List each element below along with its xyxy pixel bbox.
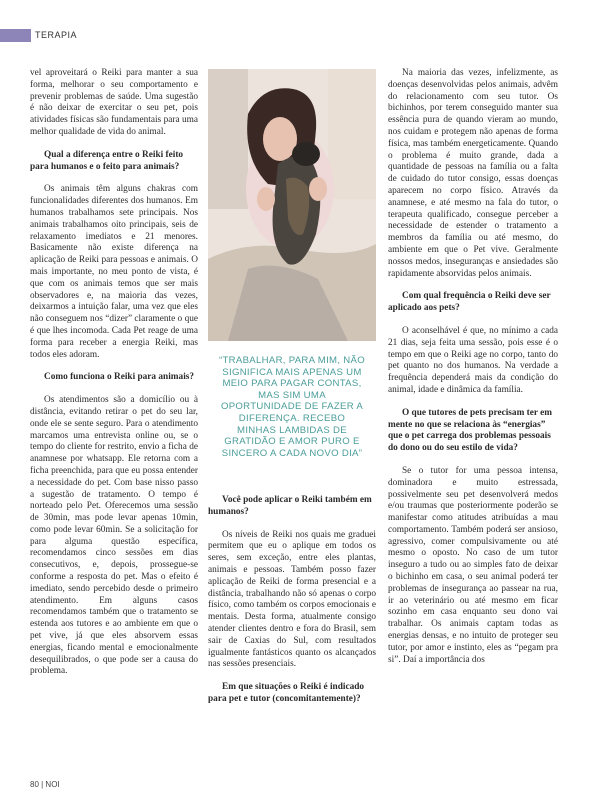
photo-woman-with-dog [208, 69, 376, 341]
question-heading: Qual a diferença entre o Reiki feito para humanos e o feito para animais? [30, 149, 184, 172]
paragraph: O aconselhável é que, no mínimo a cada 21 dias, seja feita uma sessão, pois esse é o tempo em que o Reiki age no corpo, tanto do pet quanto no dos humanos. Na verdade a frequência dependerá mais da condição do animal, idade e dinâmica da família. [388, 325, 558, 395]
page-footer: 80 | NOI [30, 780, 60, 789]
paragraph: Os níveis de Reiki nos quais me graduei permitem que eu o aplique em todos os seres, sem exceção, entre eles plantas, animais e pessoas. Também posso fazer aplicação de Reiki de forma presencial e a distância, trabalhando não só apenas o corpo físico, como também os corpos emocionais e mentais. Desta forma, atualmente consigo atender clientes dentro e fora do Brasil, sem sair de Caxias do Sul, com resultados igualmente fantásticos quanto os alcançados nas sessões presenciais. [208, 529, 376, 670]
paragraph: Os atendimentos são a domicílio ou à distância, evitando retirar o pet do seu lar, onde ele se sente seguro. Para o atendimento marcamos uma entrevista online ou, se o tempo do cliente for restrito, envio a ficha de anamnese por whatsapp. Ele retorna com a ficha preenchida, para que eu possa entender a necessidade do pet. Com base nisso passo a sugestão de tratamento. O tempo é norteado pelo Pet. Oferecemos uma sessão de 30min, mas pode levar apenas 10min, como pode levar 60min. Se a solicitação for para alguma questão específica, recomendamos cinco sessões em dias consecutivos, e, depois, prossegue-se conforme a resposta do pet. Mas o efeito é imediato, sendo percebido desde o primeiro atendimento. Em alguns casos recomendamos também que o tratamento se estenda aos tutores e ao ambiente em que o pet vive, já que eles absorvem essas energias, ficando mental e emocionalmente desequilibrados, o que pode ser a causa do problema. [30, 395, 198, 677]
paragraph: vel aproveitará o Reiki para manter a sua forma, melhorar o seu comportamento e prevenir problemas de saúde. Uma sugestão é não deixar de exercitar o seu pet, pois atividades físicas são fundamentais para uma melhor qualidade de vida do animal. [30, 68, 198, 137]
question-heading: Com qual frequência o Reiki deve ser aplicado aos pets? [388, 291, 551, 314]
question-heading: Como funciona o Reiki para animais? [44, 372, 195, 383]
question-heading: Em que situações o Reiki é indicado para pet e tutor (concomitantemente)? [208, 682, 365, 704]
pull-quote: “TRABALHAR, PARA MIM, NÃO SIGNIFICA MAIS APENAS UM MEIO PARA PAGAR CONTAS, MAS SIM UMA OPORTUNIDADE DE FAZER A DIFERENÇA. RECEBO MINHAS LAMBIDAS DE GRATIDÃO E AMOR PURO E SINCERO A CADA NOVO DIA” [219, 355, 365, 459]
paragraph: Na maioria das vezes, infelizmente, as doenças desenvolvidas pelos animais, advêm do relacionamento com seu tutor. Os bichinhos, por terem conseguido manter sua essência pura de quando vieram ao mundo, nos cuidam e protegem não apenas de forma física, mas também energeticamente. Quando o problema é muito grande, dada a quantidade de pessoas na família ou a falta de cuidado do tutor consigo, essas doenças aparecem no corpo físico. Através da anamnese, e até mesmo na fala do tutor, o terapeuta qualificado, consegue perceber a necessidade de estender o tratamento a membros da família ou até mesmo, do ambiente em que o Pet vive. Geralmente nossos medos, inseguranças e ansiedades são rapidamente absorvidas pelos animais. [388, 68, 558, 279]
question-heading: Você pode aplicar o Reiki também em humanos? [208, 495, 372, 517]
column-right [388, 68, 558, 677]
column-left [30, 68, 198, 689]
paragraph: Os animais têm alguns chakras com funcionalidades diferentes dos humanos. Em humanos trabalhamos sete principais. Nos animais trabalhamos oito principais, seis de relaxamento imediatos e 21 menores. Basicamente não existe diferença na aplicação de Reiki para pessoas e animais. O mais importante, no meu ponto de vista, é que com os animais temos que ser mais observadores e, na maioria das vezes, deixarmos a intuição falar, uma vez que eles não conseguem nos “dizer” claramente o que é que lhes incomoda. Cada Pet reage de uma forma para receber a energia Reiki, mas todos eles adoram. [30, 184, 198, 360]
question-heading: O que tutores de pets precisam ter em mente no que se relaciona às “energias” que o pet carrega dos problemas pessoais do dono ou do seu estilo de vida? [388, 407, 553, 454]
section-label: TERAPIA [35, 30, 78, 40]
section-color-bar [0, 29, 31, 42]
paragraph: Se o tutor for uma pessoa intensa, dominadora e muito estressada, possivelmente seu pet desenvolverá medos e/ou traumas que posteriormente poderão se manifestar como atitudes atribuídas a mau comportamento. Também poderá ser ansioso, agressivo, comer compulsivamente ou até mesmo o oposto. No caso de um tutor inseguro a tudo ou ao simples fato de deixar o bichinho em casa, o seu animal poderá ter problemas de insegurança ao passear na rua, ir ao veterinário ou até mesmo em ficar sozinho em casa enquanto seu dono vai trabalhar. Os animais captam todas as energias densas, e no intuito de proteger seu tutor, por amor e instinto, eles as “pegam pra si”. Daí a importância dos [388, 465, 558, 665]
photo-illustration [208, 69, 376, 341]
column-middle [208, 495, 376, 717]
